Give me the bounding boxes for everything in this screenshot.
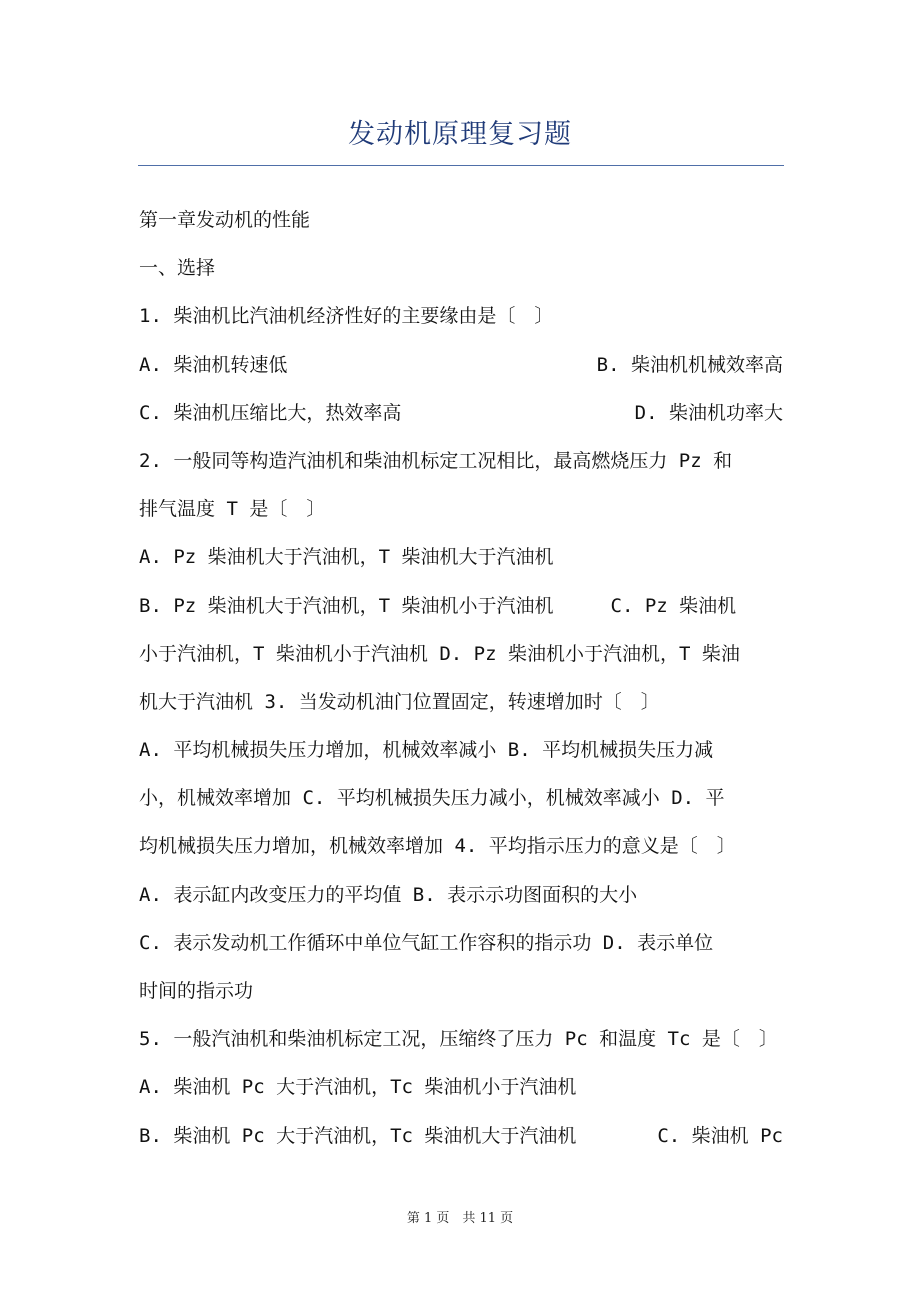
question-2: 2. 一般同等构造汽油机和柴油机标定工况相比，最高燃烧压力 Pz 和 <box>139 449 733 472</box>
option-text: 时间的指示功 <box>139 980 254 1002</box>
option-text: 小于汽油机，T 柴油机小于汽油机 D. Pz 柴油机小于汽油机，T 柴油 <box>139 642 740 665</box>
document-title: 发动机原理复习题 <box>348 119 572 150</box>
option-text: 小，机械效率增加 C. 平均机械损失压力减小，机械效率减小 D. 平 <box>139 787 725 810</box>
options-row <box>139 341 783 389</box>
option-text: A. 表示缸内改变压力的平均值 B. 表示示功图面积的大小 <box>139 883 638 906</box>
page-number: 第 1 页 共 11 页 <box>406 1211 514 1226</box>
options-row <box>139 389 783 437</box>
option-text: A. 平均机械损失压力增加，机械效率减小 B. 平均机械损失压力减 <box>139 739 714 762</box>
question-3: 机大于汽油机 3. 当发动机油门位置固定，转速增加时〔 〕 <box>139 690 660 713</box>
option-text: A. 柴油机 Pc 大于汽油机，Tc 柴油机小于汽油机 <box>139 1076 577 1099</box>
option-text: C. 柴油机压缩比大，热效率高 <box>139 401 402 424</box>
question-4: 均机械损失压力增加，机械效率增加 4. 平均指示压力的意义是〔 〕 <box>139 835 736 858</box>
question-1: 1. 柴油机比汽油机经济性好的主要缘由是〔 〕 <box>139 305 554 328</box>
option-text: A. Pz 柴油机大于汽油机，T 柴油机大于汽油机 <box>139 546 554 569</box>
chapter-heading: 第一章发动机的性能 <box>139 209 311 231</box>
question-5: 5. 一般汽油机和柴油机标定工况，压缩终了压力 Pc 和温度 Tc 是〔 〕 <box>139 1028 778 1051</box>
option-text: B. 柴油机机械效率高 <box>596 353 783 376</box>
option-text: A. 柴油机转速低 <box>139 353 288 376</box>
title-divider <box>138 165 784 166</box>
section-heading: 一、选择 <box>139 257 216 280</box>
option-text: C. 表示发动机工作循环中单位气缸工作容积的指示功 D. 表示单位 <box>139 931 714 954</box>
options-row <box>139 1112 783 1160</box>
document-body <box>139 196 783 1160</box>
option-text: B. Pz 柴油机大于汽油机，T 柴油机小于汽油机 C. Pz 柴油机 <box>139 594 737 617</box>
option-text: D. 柴油机功率大 <box>634 401 783 424</box>
option-text: B. 柴油机 Pc 大于汽油机，Tc 柴油机大于汽油机 <box>139 1124 577 1147</box>
question-text: 排气温度 T 是〔 〕 <box>139 498 326 521</box>
option-text: C. 柴油机 Pc <box>657 1124 783 1147</box>
